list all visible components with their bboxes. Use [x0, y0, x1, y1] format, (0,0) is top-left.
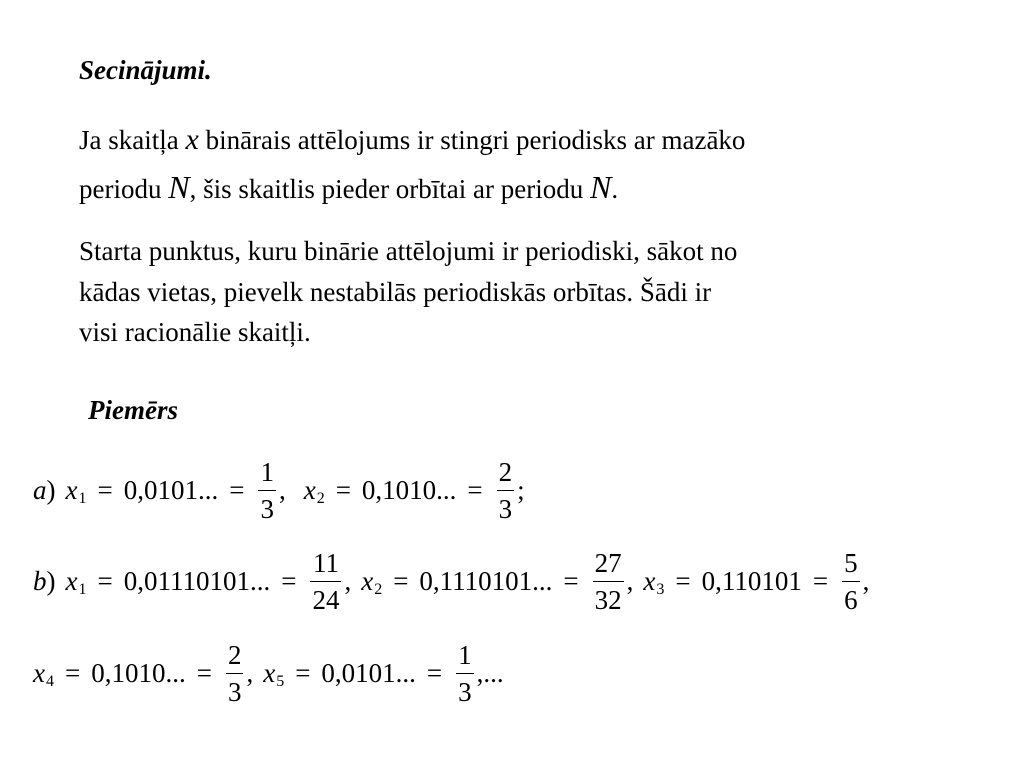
row-label-paren: ): [46, 475, 56, 505]
fraction-bar: [226, 673, 244, 674]
equals-sign: =: [196, 658, 212, 688]
binary-expansion: 0,0101...: [123, 475, 219, 505]
separator: ,: [626, 566, 634, 596]
fraction: [456, 638, 474, 709]
equals-sign: =: [675, 566, 691, 596]
math-var: x: [361, 566, 374, 596]
fraction-numerator: 1: [260, 457, 274, 487]
example-row-a: [33, 455, 525, 526]
fraction-bar: [593, 581, 624, 582]
equals-sign: =: [393, 566, 409, 596]
text-segment: .: [611, 174, 619, 204]
math-subscript: 3: [656, 580, 665, 598]
equals-sign: =: [281, 566, 297, 596]
binary-expansion: 0,0101...: [321, 658, 416, 688]
conclusion-paragraph-1-line-1: [79, 121, 745, 159]
equals-sign: =: [812, 566, 829, 596]
fraction: [593, 546, 624, 617]
fraction-denominator: 24: [312, 585, 340, 615]
math-subscript: 5: [276, 672, 285, 690]
separator: ,...: [476, 658, 504, 688]
equals-sign: =: [563, 566, 579, 596]
fraction-denominator: 3: [227, 677, 242, 707]
fraction-numerator: 11: [312, 548, 339, 578]
equals-sign: =: [64, 658, 81, 688]
text-segment: periodu: [79, 174, 169, 204]
math-var: x: [303, 475, 316, 505]
binary-expansion: 0,1010...: [361, 475, 457, 505]
math-var: x: [263, 658, 276, 688]
example-heading: Piemērs: [88, 395, 178, 425]
fraction-bar: [456, 673, 474, 674]
binary-expansion: 0,110101: [701, 566, 802, 596]
math-var-N: N: [168, 169, 190, 205]
row-label: b: [33, 566, 47, 596]
fraction-numerator: 2: [498, 457, 513, 487]
equals-sign: =: [97, 566, 113, 596]
fraction-denominator: 3: [458, 677, 472, 707]
binary-expansion: 0,01110101...: [123, 566, 271, 596]
fraction: [842, 546, 860, 617]
text-segment: , šis skaitlis pieder orbītai ar periodu: [189, 174, 590, 204]
math-var: x: [65, 475, 78, 505]
equals-sign: =: [335, 475, 351, 505]
row-label: a: [33, 475, 47, 505]
separator: ;: [517, 475, 525, 505]
fraction: [497, 455, 515, 526]
fraction-denominator: 6: [844, 585, 858, 615]
equals-sign: =: [97, 475, 113, 505]
fraction-bar: [842, 581, 860, 582]
fraction-denominator: 32: [594, 585, 622, 615]
fraction-numerator: 5: [844, 548, 858, 578]
conclusion-paragraph-2-line-2: kādas vietas, pievelk nestabilās periodiskās orbītas. Šādi ir: [79, 277, 712, 307]
fraction: [310, 546, 341, 617]
example-row-c: [33, 638, 504, 709]
math-subscript: 2: [316, 489, 325, 507]
equals-sign: =: [467, 475, 483, 505]
binary-expansion: 0,1110101...: [419, 566, 553, 596]
equals-sign: =: [295, 658, 311, 688]
fraction-numerator: 1: [458, 640, 472, 670]
text-segment: binārais attēlojums ir stingri periodisks ar mazāko: [198, 125, 746, 155]
row-label-paren: ): [46, 566, 56, 596]
example-row-b: [33, 546, 869, 617]
conclusion-paragraph-2-line-3: visi racionālie skaitļi.: [79, 317, 311, 347]
conclusion-paragraph-2-line-1: Starta punktus, kuru binārie attēlojumi ir periodiski, sākot no: [79, 236, 738, 266]
separator: ,: [862, 566, 870, 596]
separator: ,: [246, 658, 254, 688]
math-var-x: x: [185, 123, 199, 156]
text-segment: Ja skaitļa: [79, 125, 186, 155]
math-subscript: 2: [374, 580, 383, 598]
math-var-N: N: [590, 169, 612, 205]
fraction-numerator: 2: [227, 640, 242, 670]
math-var: x: [643, 566, 656, 596]
separator: ,: [278, 475, 286, 505]
equals-sign: =: [229, 475, 245, 505]
conclusions-heading: Secinājumi.: [79, 55, 212, 85]
fraction-bar: [497, 490, 515, 491]
fraction-denominator: 3: [260, 494, 274, 524]
fraction: [258, 455, 276, 526]
fraction-bar: [310, 581, 341, 582]
fraction-denominator: 3: [498, 494, 513, 524]
math-subscript: 1: [78, 489, 87, 507]
fraction-numerator: 27: [594, 548, 622, 578]
equals-sign: =: [426, 658, 443, 688]
binary-expansion: 0,1010...: [91, 658, 186, 688]
math-subscript: 1: [78, 580, 87, 598]
math-var: x: [33, 658, 45, 688]
separator: ,: [344, 566, 352, 596]
math-var: x: [65, 566, 78, 596]
fraction-bar: [258, 490, 276, 491]
conclusion-paragraph-1-line-2: [79, 168, 618, 208]
math-subscript: 4: [45, 672, 54, 690]
fraction: [226, 638, 244, 709]
